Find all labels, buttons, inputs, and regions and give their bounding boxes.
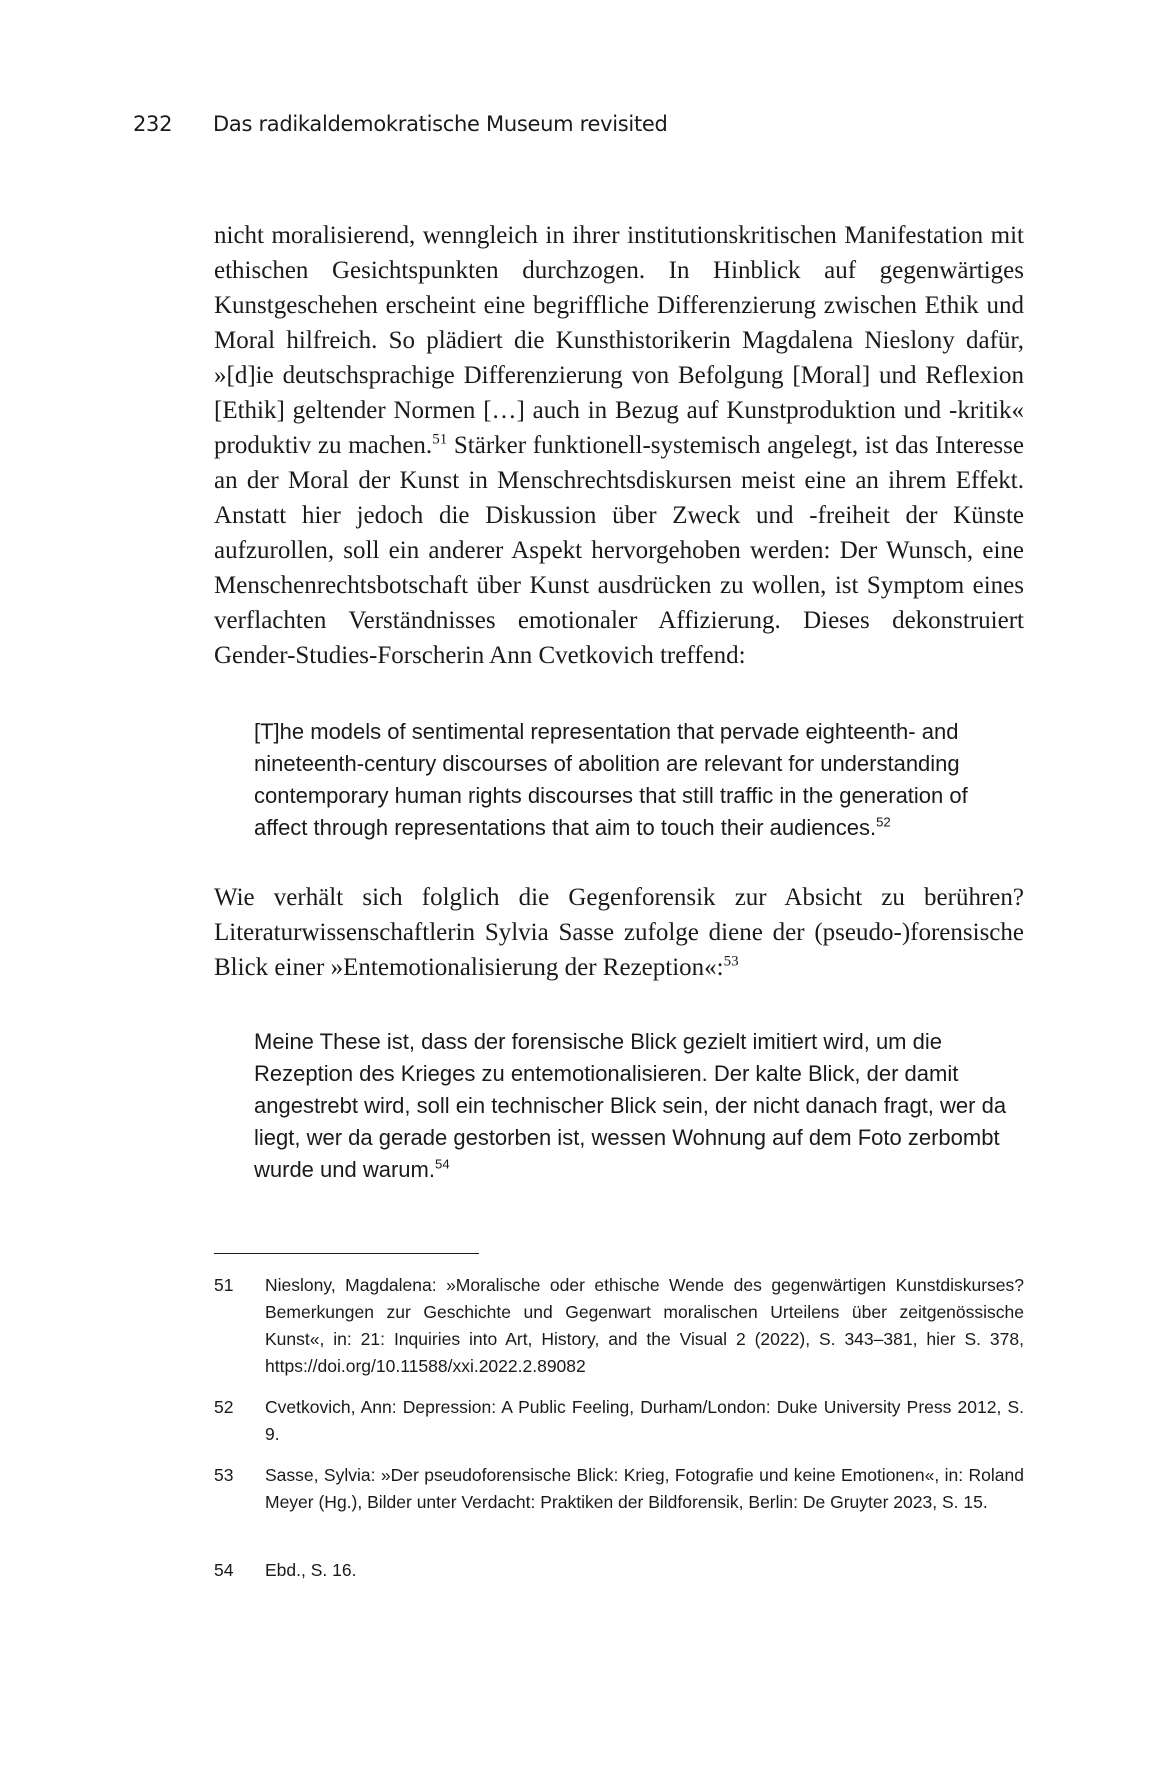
footnote-54	[214, 1557, 1024, 1584]
footnote-separator	[214, 1253, 479, 1254]
footnote-52	[214, 1394, 1024, 1448]
footnote-reference-51[interactable]: 51	[432, 431, 448, 448]
footnote-text: Cvetkovich, Ann: Depression: A Public Feeling, Durham/London: Duke University Press 2012, S. 9.	[265, 1397, 1024, 1444]
footnote-text: Nieslony, Magdalena: »Moralische oder ethische Wende des gegenwärtigen Kunstdiskurses? Bemerkungen zur Geschichte und Gegenwart moralischen Urteilens über zeitgenössische Kunst«, in: 21: Inquiries into Art, History, and the Visual 2 (2022), S. 343–381, hier S. 378, https://doi.org/10.11588/xxi.2022.2.89082	[265, 1275, 1024, 1376]
block-quote	[254, 716, 1024, 844]
running-header	[133, 112, 668, 136]
footnote-text: Ebd., S. 16.	[265, 1560, 357, 1580]
page-number: 232	[133, 112, 173, 136]
footnote-number: 53	[214, 1465, 234, 1485]
body-paragraph	[214, 880, 1024, 985]
body-paragraph	[214, 218, 1024, 673]
paragraph-text-part-2: Stärker funktionell-systemisch angelegt, ist das Interesse an der Moral der Kunst in Menschrechtsdiskursen meist eine an ihrem Effekt. Anstatt hier jedoch die Diskussion über Zweck und -freiheit der Künste aufzurollen, soll ein anderer Aspekt hervorgehoben werden: Der Wunsch, eine Menschenrechtsbotschaft über Kunst ausdrücken zu wollen, ist Symptom eines verflachten Verständnisses emotionaler Affizierung. Dieses dekonstruiert Gender-Studies-Forscherin Ann Cvetkovich treffend:	[214, 432, 1024, 669]
paragraph-text-part-1: nicht moralisierend, wenngleich in ihrer institutionskritischen Manifestation mit ethischen Gesichtspunkten durchzogen. In Hinblick auf gegenwärtiges Kunstgeschehen erscheint eine begriffliche Differenzierung zwischen Ethik und Moral hilfreich. So plädiert die Kunsthistorikerin Magdalena Nieslony dafür, »[d]ie deutschsprachige Differenzierung von Befolgung [Moral] und Reflexion [Ethik] geltender Normen […] auch in Bezug auf Kunstproduktion und -kritik« produktiv zu machen.	[214, 222, 1024, 459]
footnote-reference-54[interactable]: 54	[434, 1156, 450, 1172]
block-quote	[254, 1026, 1024, 1186]
footnote-51	[214, 1272, 1024, 1380]
footnote-number: 51	[214, 1275, 234, 1295]
paragraph-text: Wie verhält sich folglich die Gegenforensik zur Absicht zu berühren? Literaturwissenschaftlerin Sylvia Sasse zufolge diene der (pseudo-)forensische Blick einer »Entemotionalisierung der Rezeption«:	[214, 884, 1024, 981]
footnote-number: 52	[214, 1397, 234, 1417]
footnote-number: 54	[214, 1560, 234, 1580]
footnote-text: Sasse, Sylvia: »Der pseudoforensische Blick: Krieg, Fotografie und keine Emotionen«, in: Roland Meyer (Hg.), Bilder unter Verdacht: Praktiken der Bildforensik, Berlin: De Gruyter 2023, S. 15.	[265, 1465, 1024, 1512]
footnote-53	[214, 1462, 1024, 1516]
quote-text: [T]he models of sentimental representation that pervade eighteenth- and nineteenth-century discourses of abolition are relevant for understanding contemporary human rights discourses that still traffic in the generation of affect through representations that aim to touch their audiences.	[254, 719, 968, 840]
footnote-reference-53[interactable]: 53	[723, 953, 739, 970]
footnote-reference-52[interactable]: 52	[876, 814, 891, 830]
quote-text: Meine These ist, dass der forensische Blick gezielt imitiert wird, um die Rezeption des Krieges zu entemotionalisieren. Der kalte Blick, der damit angestrebt wird, soll ein technischer Blick sein, der nicht danach fragt, wer da liegt, wer da gerade gestorben ist, wessen Wohnung auf dem Foto zerbombt wurde und warum.	[254, 1029, 1007, 1182]
running-title: Das radikaldemokratische Museum revisited	[213, 112, 668, 136]
